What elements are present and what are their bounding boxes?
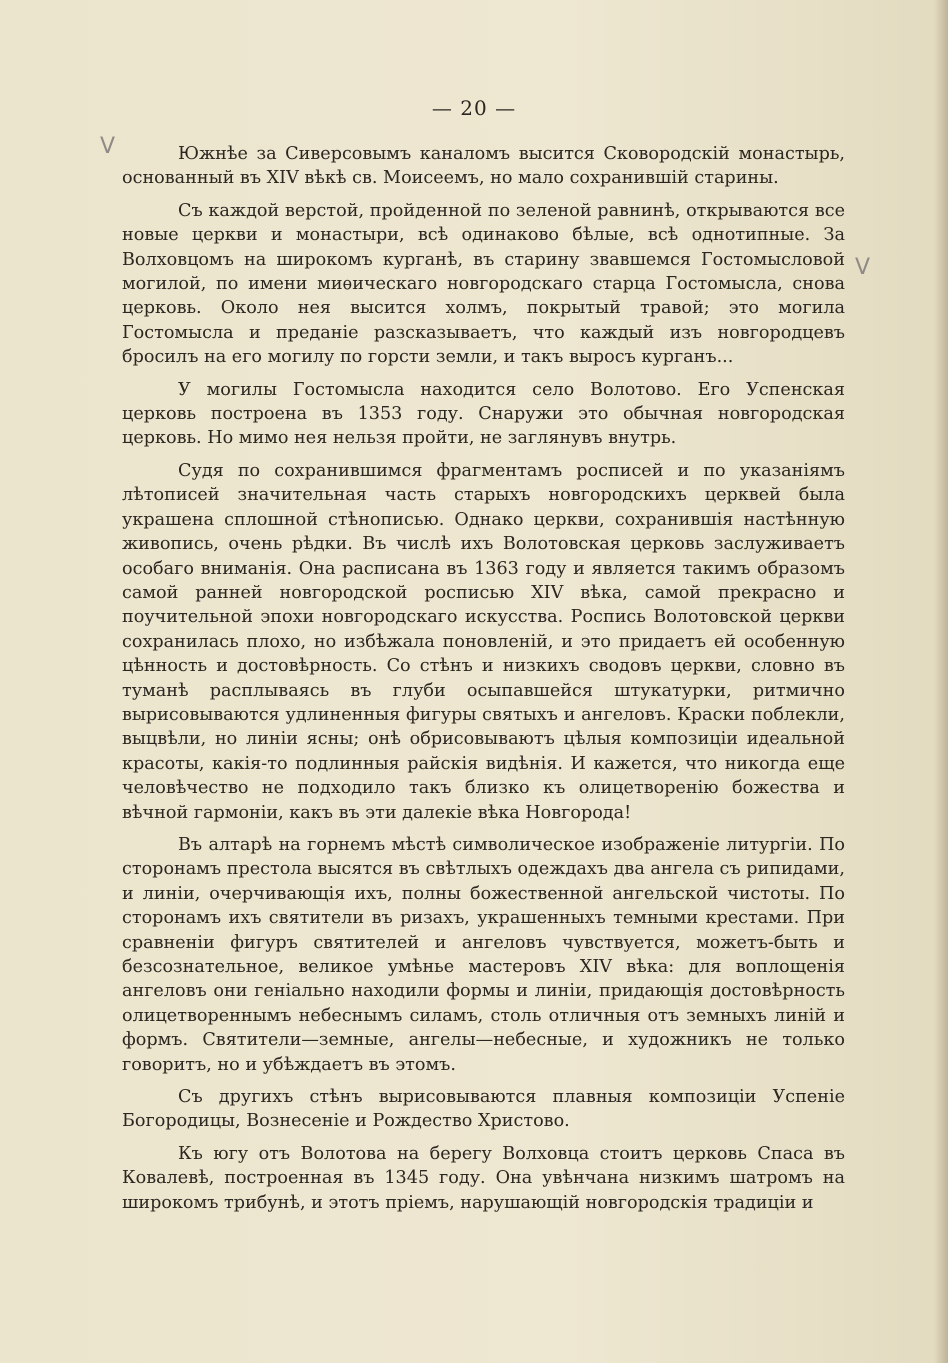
- margin-mark-right: V: [855, 255, 871, 280]
- margin-mark-left: V: [100, 134, 116, 159]
- page-edge-shadow: [934, 0, 948, 1363]
- page-number: — 20 —: [431, 96, 517, 120]
- paragraph: Съ каждой верстой, пройденной по зеленой равнинѣ, открываются все новые церкви и монастыри, всѣ одинаково бѣлые, всѣ однотипные. За Волховцомъ на широкомъ курганѣ, въ старину звавшемся Гостомысловой могилой, по имени миѳическаго новгородскаго старца Гостомысла, снова церковь. Около нея высится холмъ, покрытый травой; это могила Гостомысла и преданіе разсказываетъ, что каждый изъ новгородцевъ бросилъ на его могилу по горсти земли, и такъ выросъ курганъ...: [122, 200, 845, 368]
- paragraph: Въ алтарѣ на горнемъ мѣстѣ символическое изображеніе литургіи. По сторонамъ престола высятся въ свѣтлыхъ одеждахъ два ангела съ рипидами, и линіи, очерчивающія ихъ, полны божественной ангельской чистоты. По сторонамъ ихъ святители въ ризахъ, украшенныхъ темными крестами. При сравненіи фигуръ святителей и ангеловъ чувствуется, можетъ-быть и безсознательное, великое умѣнье мастеровъ XIV вѣка: для воплощенія ангеловъ они геніально находили формы и линіи, придающія достовѣрность олицетвореннымъ небеснымъ силамъ, столь отличныя отъ земныхъ линій и формъ. Святители—земные, ангелы—небесные, и художникъ не только говоритъ, но и убѣждаетъ въ этомъ.: [122, 834, 845, 1075]
- body-text: [122, 142, 845, 1223]
- paragraph: У могилы Гостомысла находится село Волотово. Его Успенская церковь построена въ 1353 году. Снаружи это обычная новгородская церковь. Но мимо нея нельзя пройти, не заглянувъ внутрь.: [122, 379, 845, 449]
- paragraph: Къ югу отъ Волотова на берегу Волховца стоитъ церковь Спаса въ Ковалевѣ, построенная въ 1345 году. Она увѣнчана низкимъ шатромъ на широкомъ трибунѣ, и этотъ пріемъ, нарушающій новгородскія традиціи и: [122, 1143, 845, 1213]
- paragraph: Южнѣе за Сиверсовымъ каналомъ высится Сковородскій монастырь, основанный въ XIV вѣкѣ св. Моисеемъ, но мало сохранившій старины.: [122, 144, 845, 189]
- paragraph: Съ другихъ стѣнъ вырисовываются плавныя композиціи Успеніе Богородицы, Вознесеніе и Рождество Христово.: [122, 1087, 845, 1132]
- paragraph: Судя по сохранившимся фрагментамъ росписей и по указаніямъ лѣтописей значительная часть старыхъ новгородскихъ церквей была украшена сплошной стѣнописью. Однако церкви, сохранившія настѣнную живопись, очень рѣдки. Въ числѣ ихъ Волотовская церковь заслуживаетъ особаго вниманія. Она расписана въ 1363 году и является такимъ образомъ самой ранней новгородской росписью XIV вѣка, самой прекрасно и поучительной эпохи новгородскаго искусства. Роспись Волотовской церкви сохранилась плохо, но избѣжала поновленій, и это придаетъ ей особенную цѣнность и достовѣрность. Со стѣнъ и низкихъ сводовъ церкви, словно въ туманѣ расплываясь въ глуби осыпавшейся штукатурки, ритмично вырисовываются удлиненныя фигуры святыхъ и ангеловъ. Краски поблекли, выцвѣли, но линіи ясны; онѣ обрисовываютъ цѣлыя композиціи идеальной красоты, какія-то подлинныя райскія видѣнія. И кажется, что никогда еще человѣчество не подходило такъ близко къ олицетворенію божества и вѣчной гармоніи, какъ въ эти далекіе вѣка Новгорода!: [122, 460, 845, 823]
